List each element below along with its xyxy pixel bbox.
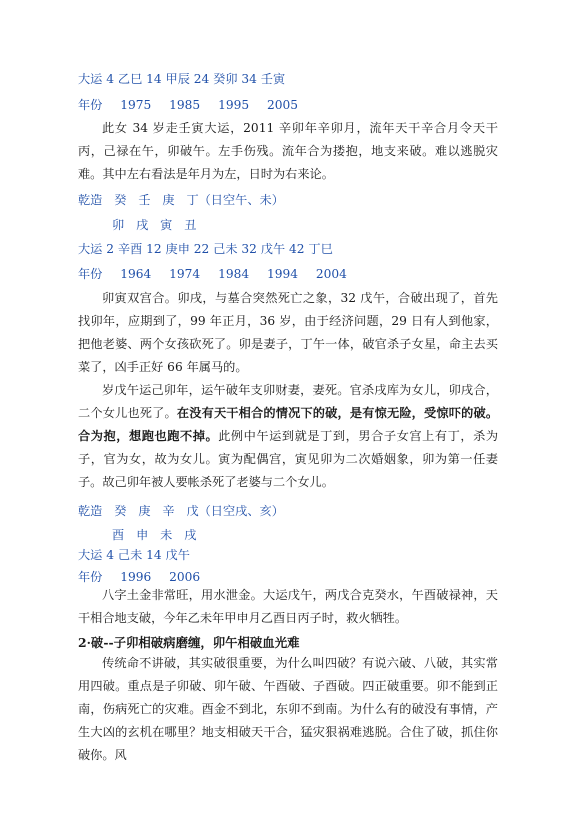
stem: 壬 <box>138 193 151 207</box>
paragraph-text: 传统命不讲破，其实破很重要，为什么叫四破？有说六破、八破，其实常用四破。重点是子卯破、卯午破、午酉破、子酉破。四正破重要。卯不能到正南，伤病死亡的灾难。酉金不到北，东卯不到南。为什么有的破没有事情，产生大凶的玄机在哪里？地支相破天干合，猛灾狠祸难逃脱。合住了破，抓住你破你。风 <box>78 656 498 762</box>
branch: 戌 <box>184 528 197 542</box>
dayun-line-2: 大运 2 辛酉 12 庚申 22 己未 32 戊午 42 丁巳 <box>78 242 333 256</box>
paragraph-case3 <box>78 584 498 630</box>
stem: 癸 <box>114 504 127 518</box>
paragraph-text-part: 此例中午运到就是丁到，男合子女宫上有丁，杀为子，官为女，故为女儿。寅为配偶宫，寅见卯为二次婚姻象，卯为第一任妻子。故己卯年被人要帐杀死了老婆与二个女儿。 <box>78 429 499 489</box>
qianzao-stems-3 <box>78 503 292 519</box>
year-value: 1974 <box>169 267 201 281</box>
paragraph-case2-b <box>78 379 498 494</box>
year-value: 1975 <box>120 98 152 112</box>
paragraph-text-part: 岁戊午运己卯年，运午破年支卯财妻，妻死。官杀戌库为女儿，卯戌合，二个女儿也死了。 <box>78 383 498 420</box>
year-value: 2005 <box>266 98 298 112</box>
branches-2 <box>112 217 204 233</box>
stem: 庚 <box>138 504 151 518</box>
branch: 未 <box>160 528 173 542</box>
year-value: 1984 <box>218 267 250 281</box>
years-line-1 <box>78 97 312 113</box>
year-value: 1994 <box>266 267 298 281</box>
years-line-2 <box>78 266 361 282</box>
branch: 申 <box>136 528 149 542</box>
year-value: 1996 <box>120 570 152 584</box>
stem: 丁（日空午、未） <box>186 193 284 207</box>
year-value: 1964 <box>120 267 152 281</box>
stem: 辛 <box>162 504 175 518</box>
stem: 庚 <box>162 193 175 207</box>
paragraph-case2-a <box>78 287 498 379</box>
stem: 癸 <box>114 193 127 207</box>
year-value: 2006 <box>169 570 201 584</box>
year-value: 1995 <box>218 98 250 112</box>
qianzao-label: 乾造 <box>78 504 103 518</box>
section-heading: 2·破--子卯相破病磨缠，卯午相破血光难 <box>78 635 300 650</box>
paragraph-text: 卯寅双宫合。卯戌，与墓合突然死亡之象，32 戊午，合破出现了，首先找卯年，应期到了，99 年正月，36 岁，由于经济问题，29 日有人到他家，把他老婆、两个女孩砍死了。卯是妻子，丁午一体，破官杀子女星，命主去买菜了，凶手正好 66 年属马的。 <box>78 291 498 374</box>
year-value: 1985 <box>169 98 201 112</box>
years-label: 年份 <box>78 98 103 112</box>
dayun-line-1: 大运 4 乙巳 14 甲辰 24 癸卯 34 壬寅 <box>78 72 286 86</box>
dayun-line-3: 大运 4 己未 14 戊午 <box>78 548 190 562</box>
paragraph-text: 八字土金非常旺，用水泄金。大运戊午，两戊合克癸水，午酉破禄神，天干相合地支破，今年乙未年甲申月乙酉日丙子时，救火牺牲。 <box>78 588 498 625</box>
paragraph-case1 <box>78 117 498 186</box>
years-line-3 <box>78 569 214 585</box>
year-value: 2004 <box>315 267 347 281</box>
qianzao-stems-2 <box>78 192 292 208</box>
years-label: 年份 <box>78 267 103 281</box>
paragraph-section2 <box>78 652 498 767</box>
paragraph-text: 此女 34 岁走壬寅大运，2011 辛卯年辛卯月，流年天干辛合月令天干丙，己禄在午，卯破午。左手伤残。流年合为搂抱，地支来破。难以逃脱灾难。其中左右看法是年月为左，日时为右来论。 <box>78 121 498 181</box>
qianzao-label: 乾造 <box>78 193 103 207</box>
branch: 戌 <box>136 218 149 232</box>
branch: 卯 <box>112 218 125 232</box>
emphasis-text: 在没有天干相合的情况下的破，是有惊无险，受惊吓的破。合为抱，想跑也跑不掉。 <box>78 406 499 443</box>
branch: 酉 <box>112 528 125 542</box>
stem: 戊（日空戌、亥） <box>186 504 284 518</box>
branch: 丑 <box>184 218 197 232</box>
paragraph-text <box>78 379 498 494</box>
branches-3 <box>112 527 204 543</box>
branch: 寅 <box>160 218 173 232</box>
years-label: 年份 <box>78 570 103 584</box>
